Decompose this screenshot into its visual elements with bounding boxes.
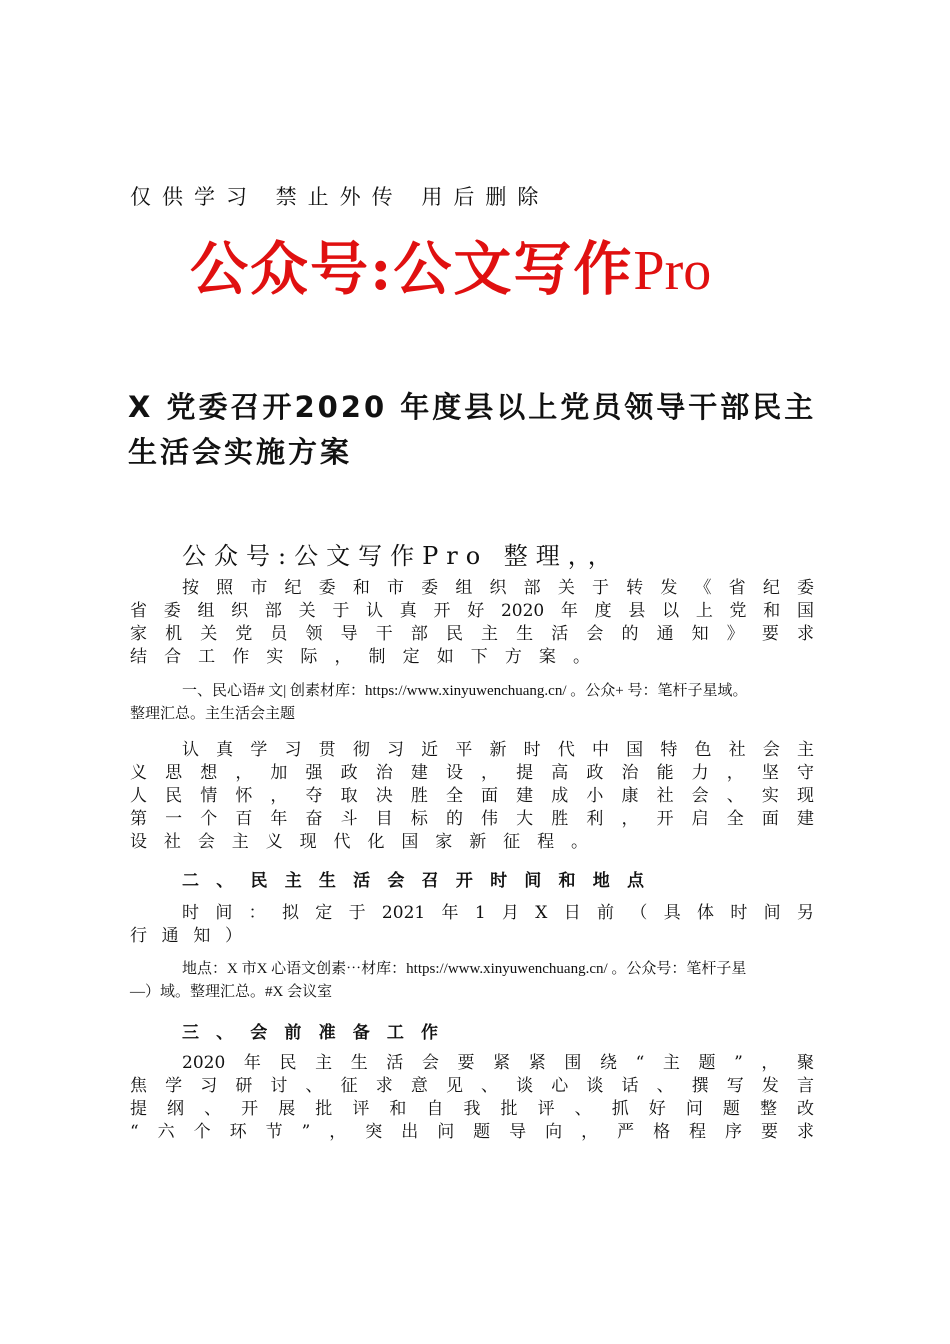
brand-prefix: 公众号:公文写作 xyxy=(190,235,634,303)
source-line: 公众号:公文写作Pro 整理，， xyxy=(182,542,620,570)
prep-line: 2020年民主生活会要紧紧围绕“主题”，聚 xyxy=(182,1053,814,1073)
brand-banner xyxy=(190,222,711,306)
theme-line: 义思想，加强政治建设，提高政治能力，坚守 xyxy=(130,763,814,783)
prep-line: 提纲、开展批评和自我批评、抓好问题整改 xyxy=(130,1099,814,1119)
theme-line: 第一个百年奋斗目标的伟大胜利，开启全面建 xyxy=(130,809,814,829)
section2-heading: 二、民主生活会召开时间和地点 xyxy=(182,871,644,891)
document-title-line-1: X 党委召开2020 年度县以上党员领导干部民主 xyxy=(128,390,817,424)
intro-line: 结合工作实际，制定如下方案。 xyxy=(130,647,590,667)
time-line: 时间：拟定于2021年1月X日前（具体时间另 xyxy=(182,903,814,923)
prep-line: 焦学习研讨、征求意见、谈心谈话、撰写发言 xyxy=(130,1076,814,1096)
brand-suffix: Pro xyxy=(633,240,712,302)
intro-line: 按照市纪委和市委组织部关于转发《省纪委 xyxy=(182,578,814,598)
section3-heading: 三、会前准备工作 xyxy=(182,1023,438,1043)
notice-text: 仅供学习 禁止外传 用后删除 xyxy=(130,185,550,209)
intro-line: 省委组织部关于认真开好2020年度县以上党和国 xyxy=(130,601,814,621)
document-title-line-2: 生活会实施方案 xyxy=(128,435,353,469)
section1-heading-line-2: 整理汇总。主生活会主题 xyxy=(130,706,296,722)
location-line-2: —）域。整理汇总。#X 会议室 xyxy=(130,984,333,1000)
prep-line: “六个环节”，突出问题导向，严格程序要求 xyxy=(130,1122,814,1142)
theme-line: 设社会主义现代化国家新征程。 xyxy=(130,832,588,852)
theme-line: 认真学习贯彻习近平新时代中国特色社会主 xyxy=(182,740,814,760)
section1-heading-line-1: 一、民心语# 文| 创素材库：https://www.xinyuwenchuang.cn/ 。公众+ 号：笔杆子星域。 xyxy=(182,683,748,699)
theme-line: 人民情怀，夺取决胜全面建成小康社会、实现 xyxy=(130,786,814,806)
time-line: 行通知） xyxy=(130,926,242,946)
intro-line: 家机关党员领导干部民主生活会的通知》要求 xyxy=(130,624,814,644)
location-line-1: 地点：X 市X 心语文创素⋯材库：https://www.xinyuwenchuang.cn/ 。公众号：笔杆子星 xyxy=(182,961,747,977)
